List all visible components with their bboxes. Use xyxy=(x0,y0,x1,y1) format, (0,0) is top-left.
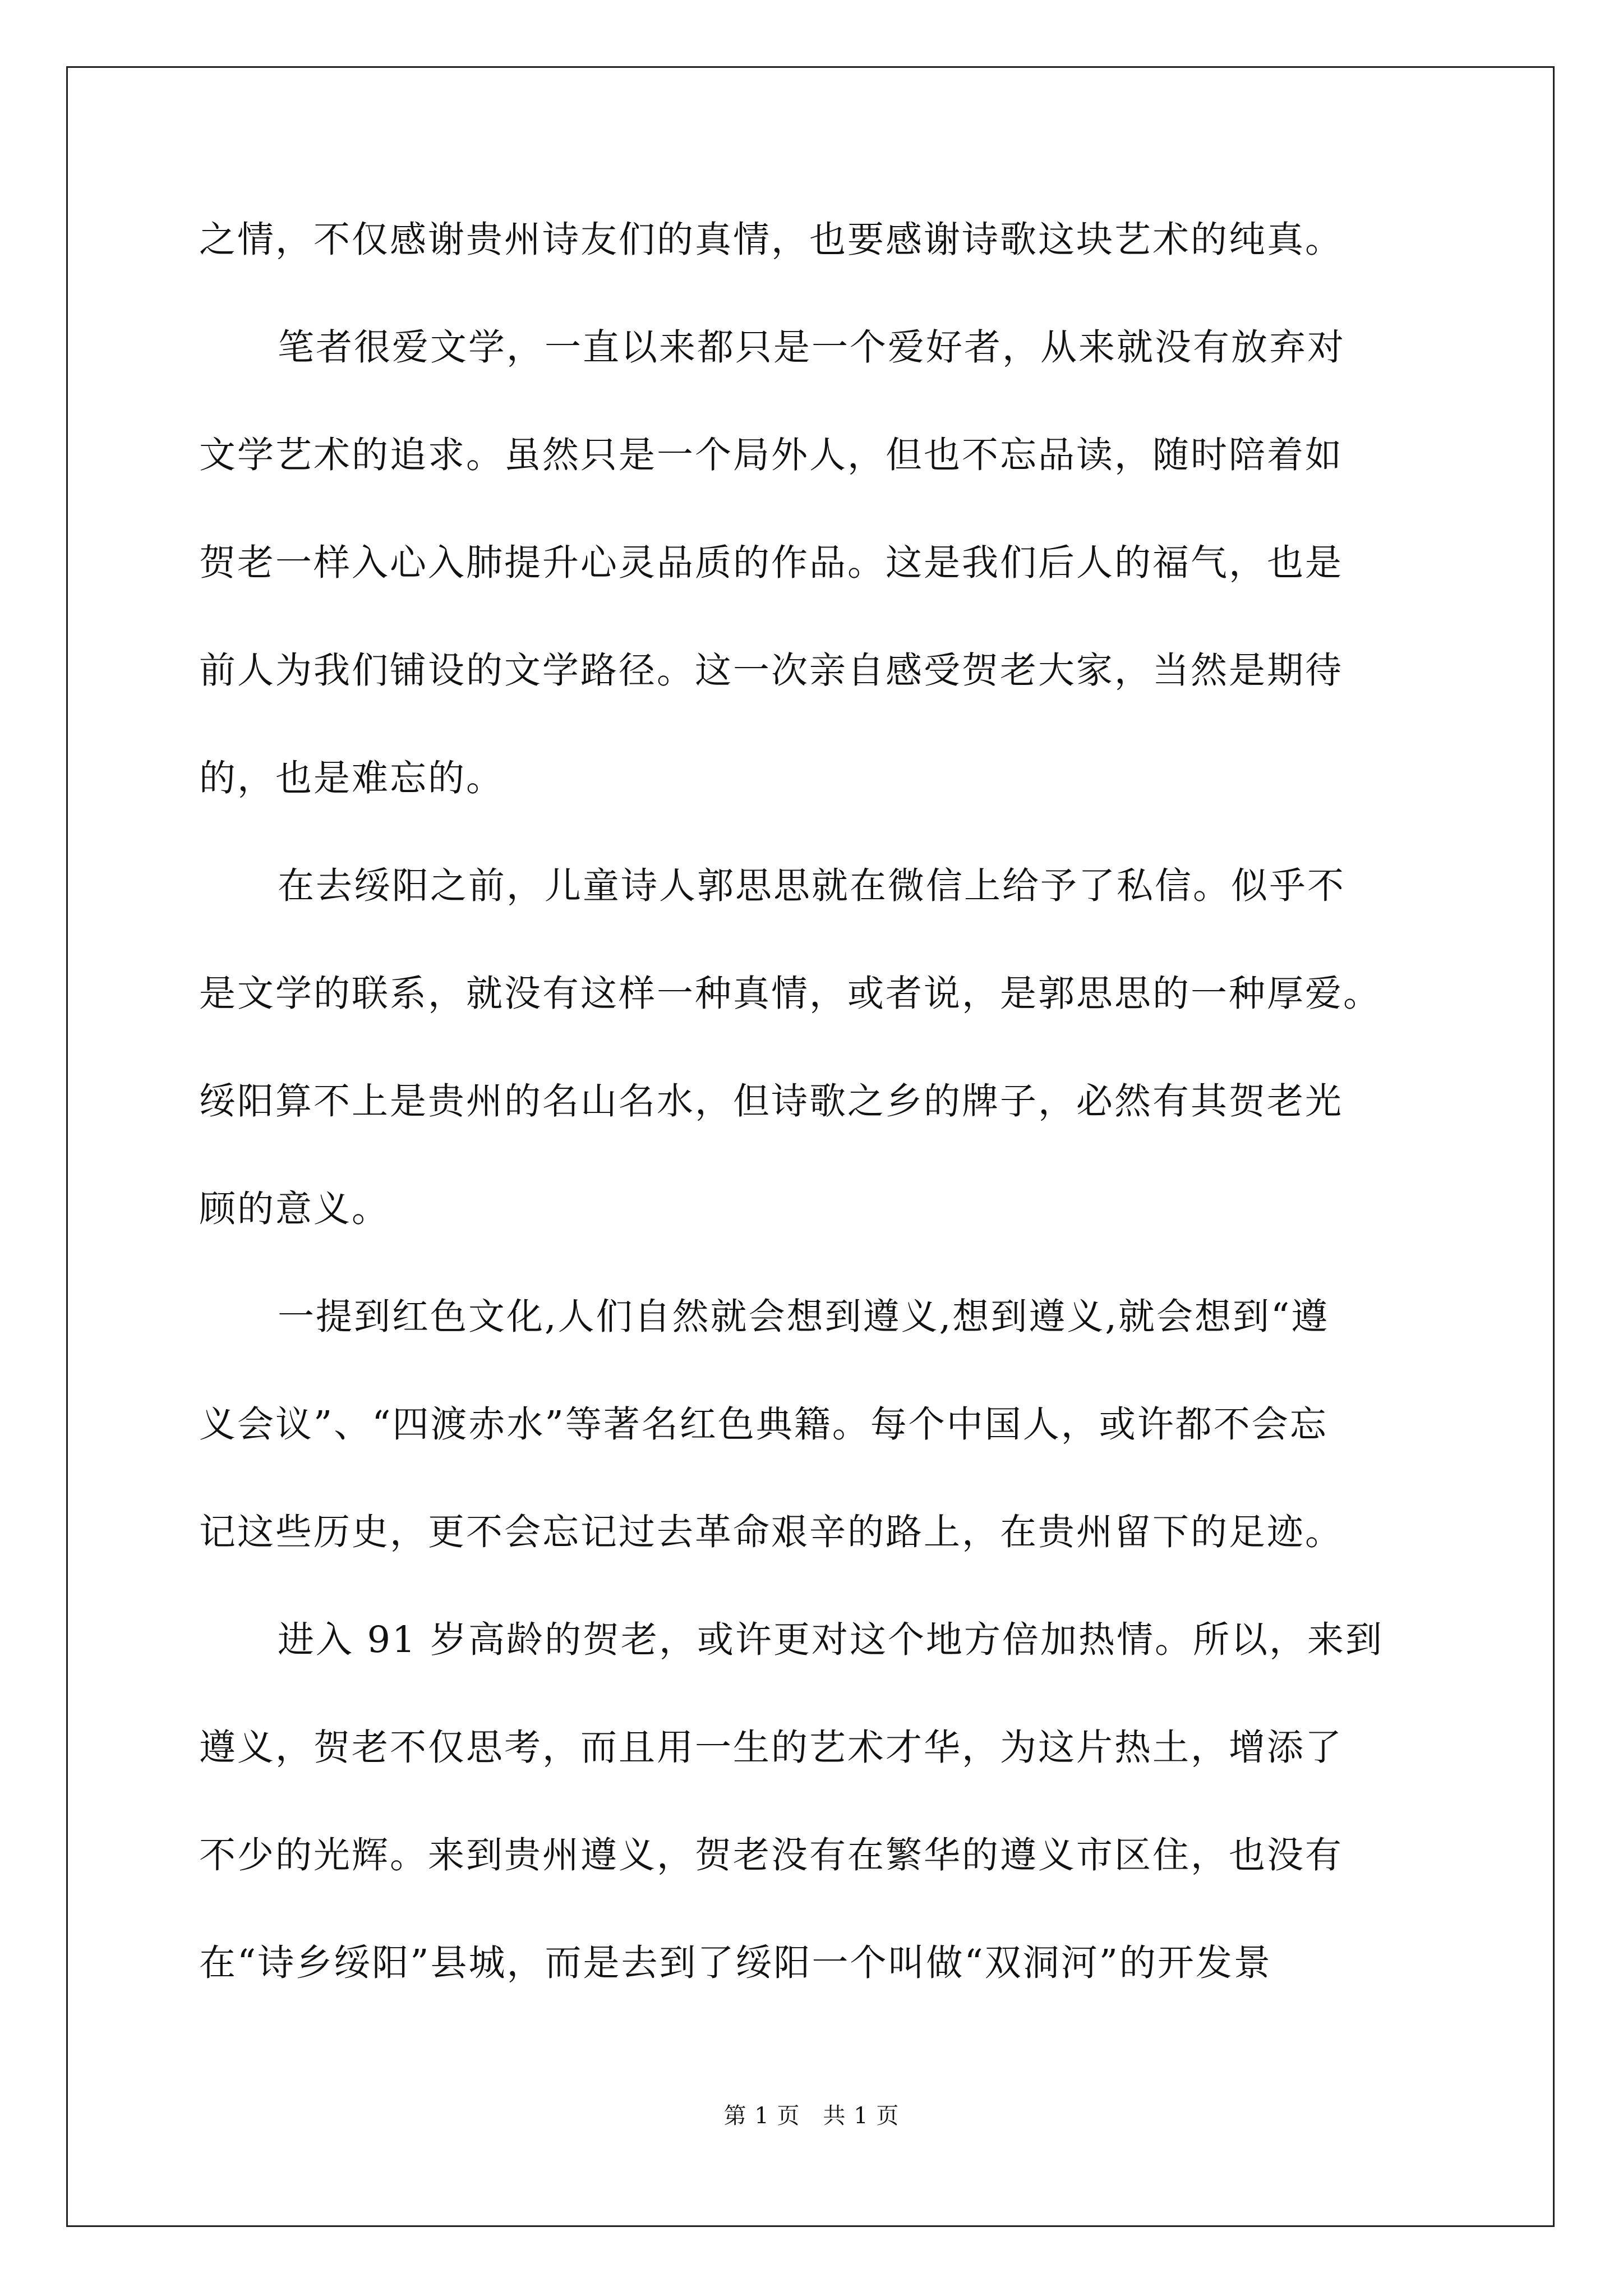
text-line: 不少的光辉。来到贵州遵义，贺老没有在繁华的遵义市区住，也没有 xyxy=(199,1834,1344,1876)
text-line: 前人为我们铺设的文学路径。这一次亲自感受贺老大家，当然是期待 xyxy=(199,650,1344,692)
text-line: 贺老一样入心入肺提升心灵品质的作品。这是我们后人的福气，也是 xyxy=(199,542,1344,584)
paragraph-first-line: 笔者很爱文学，一直以来都只是一个爱好者，从来就没有放弃对 xyxy=(278,326,1346,369)
text-line: 记这些历史，更不会忘记过去革命艰辛的路上，在贵州留下的足迹。 xyxy=(199,1511,1344,1553)
paragraph-first-line: 在去绥阳之前，儿童诗人郭思思就在微信上给予了私信。似乎不 xyxy=(278,865,1346,907)
text-line: 是文学的联系，就没有这样一种真情，或者说，是郭思思的一种厚爱。 xyxy=(199,973,1382,1015)
paragraph-first-line: 进入 91 岁高龄的贺老，或许更对这个地方倍加热情。所以，来到 xyxy=(278,1619,1384,1661)
text-line: 的，也是难忘的。 xyxy=(199,757,505,799)
text-line: 在“诗乡绥阳”县城，而是去到了绥阳一个叫做“双洞河”的开发景 xyxy=(199,1942,1272,1984)
text-line: 绥阳算不上是贵州的名山名水，但诗歌之乡的牌子，必然有其贺老光 xyxy=(199,1080,1344,1122)
document-body xyxy=(199,213,1433,2044)
text-line: 义会议”、“四渡赤水”等著名红色典籍。每个中国人，或许都不会忘 xyxy=(199,1404,1328,1446)
text-line: 之情，不仅感谢贵州诗友们的真情，也要感谢诗歌这块艺术的纯真。 xyxy=(199,219,1344,261)
text-line: 顾的意义。 xyxy=(199,1188,390,1230)
paragraph-first-line: 一提到红色文化,人们自然就会想到遵义,想到遵义,就会想到“遵 xyxy=(278,1296,1330,1338)
page-number-footer: 第 1 页 共 1 页 xyxy=(723,2103,900,2129)
text-line: 文学艺术的追求。虽然只是一个局外人，但也不忘品读，随时陪着如 xyxy=(199,434,1344,476)
text-line: 遵义，贺老不仅思考，而且用一生的艺术才华，为这片热土，增添了 xyxy=(199,1727,1344,1769)
